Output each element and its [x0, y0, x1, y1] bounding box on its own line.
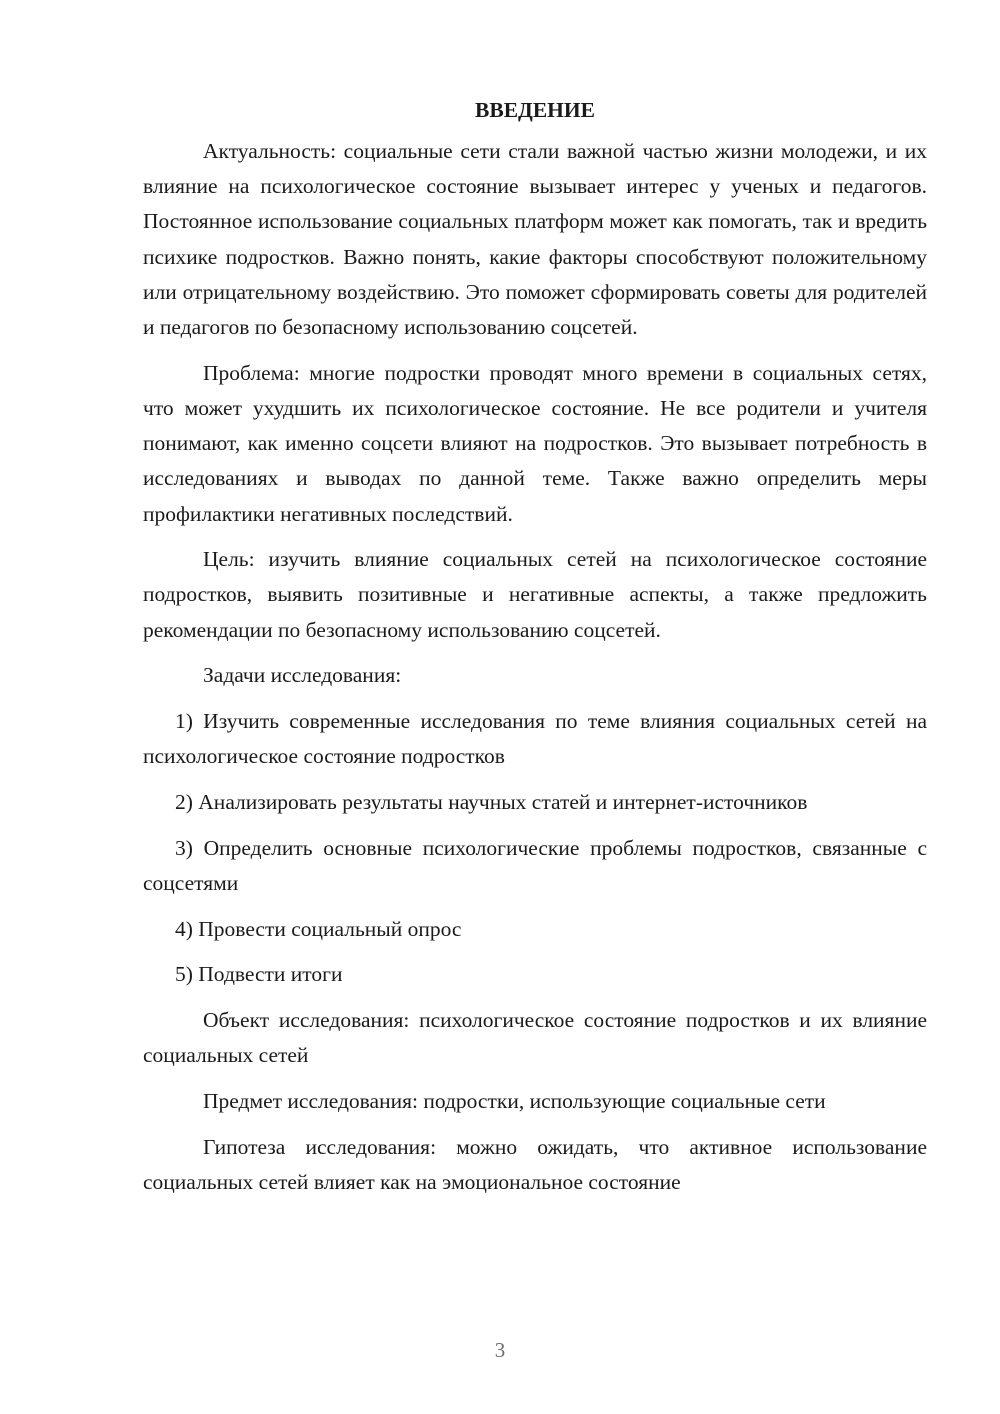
- page-number: 3: [494, 1338, 506, 1362]
- page-body: [143, 92, 927, 1200]
- relevance-paragraph: Актуальность: социальные сети стали важной частью жизни молодежи, и их влияние на психологическое состояние вызывает интерес у ученых и педагогов. Постоянное использование социальных платформ может как помогать, так и вредить психике подростков. Важно понять, какие факторы способствуют положительному или отрицательному воздействию. Это поможет сформировать советы для родителей и педагогов по безопасному использованию соцсетей.: [143, 139, 927, 340]
- page-title: ВВЕДЕНИЕ: [475, 98, 595, 122]
- task-item: 2) Анализировать результаты научных статей и интернет-источников: [175, 789, 808, 814]
- hypothesis-paragraph: Гипотеза исследования: можно ожидать, что активное использование социальных сетей влияет как на эмоциональное состояние: [143, 1134, 927, 1194]
- tasks-heading: Задачи исследования:: [203, 663, 402, 688]
- task-item: 5) Подвести итоги: [175, 962, 343, 987]
- task-item: 4) Провести социальный опрос: [175, 916, 462, 941]
- problem-paragraph: Проблема: многие подростки проводят много времени в социальных сетях, что может ухудшить их психологическое состояние. Не все родители и учителя понимают, как именно соцсети влияют на подростков. Это вызывает потребность в исследованиях и выводах по данной теме. Также важно определить меры профилактики негативных последствий.: [143, 360, 927, 526]
- object-paragraph: Объект исследования: психологическое состояние подростков и их влияние социальных сетей: [143, 1007, 927, 1068]
- task-item: 3) Определить основные психологические проблемы подростков, связанные с соцсетями: [143, 835, 927, 895]
- subject-paragraph: Предмет исследования: подростки, использующие социальные сети: [203, 1088, 826, 1113]
- task-item: 1) Изучить современные исследования по теме влияния социальных сетей на психологическое состояние подростков: [143, 709, 927, 769]
- goal-paragraph: Цель: изучить влияние социальных сетей на психологическое состояние подростков, выявить позитивные и негативные аспекты, а также предложить рекомендации по безопасному использованию соцсетей.: [143, 547, 927, 642]
